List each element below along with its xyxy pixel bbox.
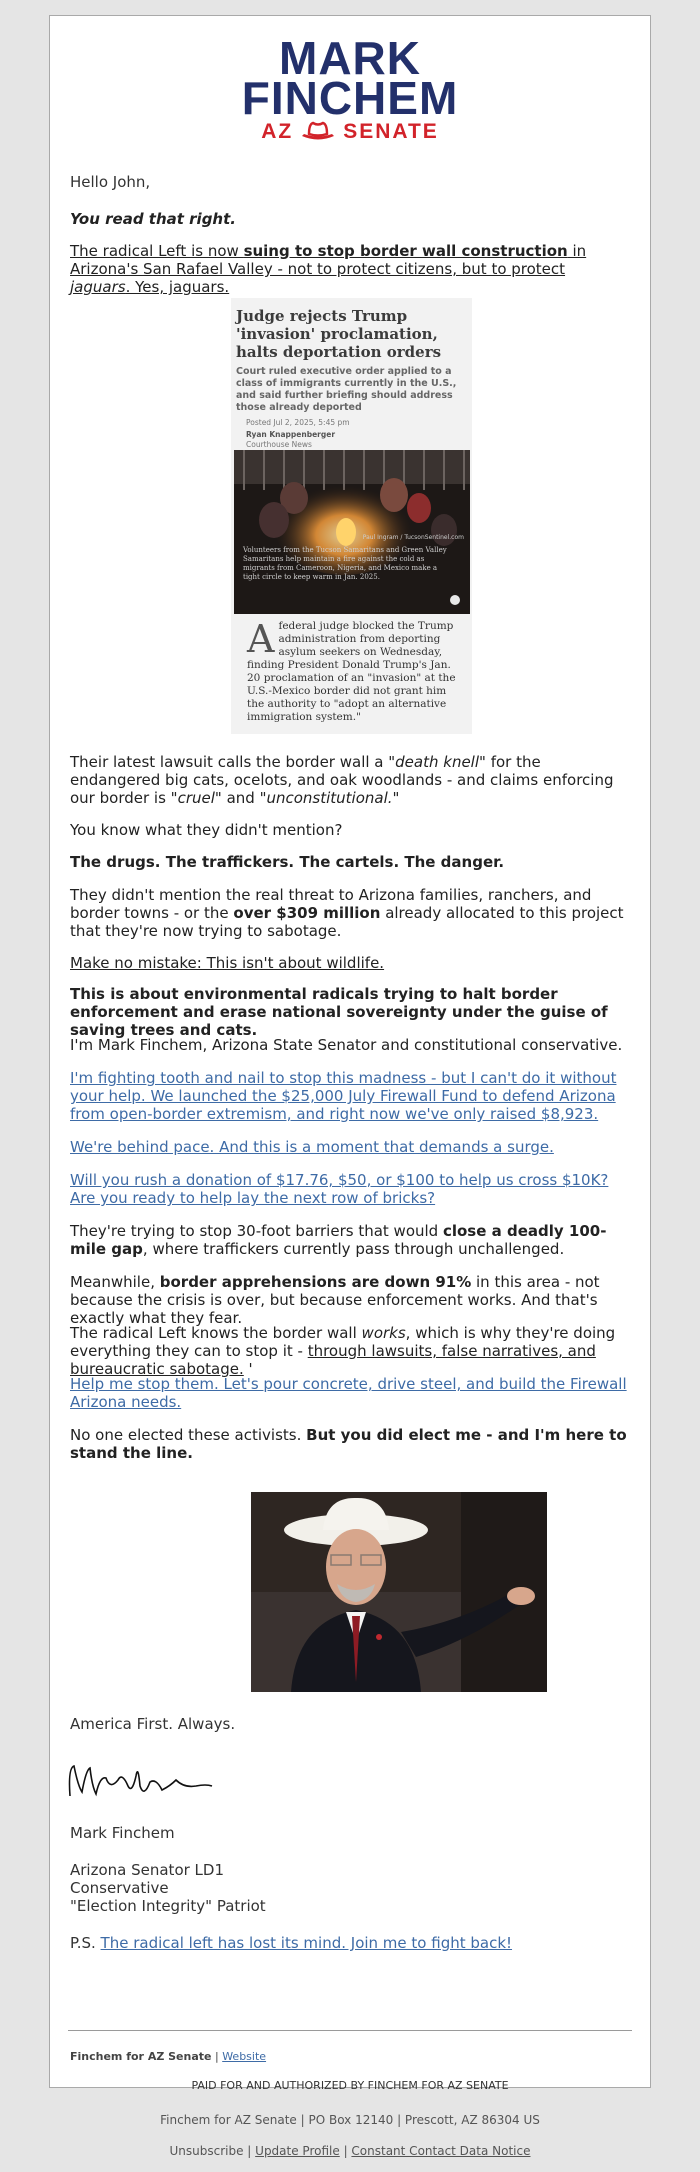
paragraph-question: You know what they didn't mention? <box>70 821 343 839</box>
candidate-photo <box>251 1492 547 1692</box>
logo-line-finchem: FINCHEM <box>241 72 459 124</box>
news-headline: Judge rejects Trump 'invasion' proclamation, halts deportation orders <box>236 307 442 361</box>
donate-link-firewall-fund[interactable]: I'm fighting tooth and nail to stop this madness - but I can't do it without your help. We launched the $25,000 July Firewall Fund to defend Arizona from open-border extremism, and right now we've only raised $8,923. <box>70 1069 617 1123</box>
footer-org: Finchem for AZ Senate <box>70 2050 212 2063</box>
paragraph-lawsuit: The radical Left is now suing to stop border wall construction in Arizona's San Rafael Valley - not to protect citizens, but to protect jaguars. Yes, jaguars. <box>70 242 587 296</box>
news-posted: Posted Jul 2, 2025, 5:45 pm <box>246 418 350 427</box>
donate-link-firewall[interactable]: Help me stop them. Let's pour concrete, drive steel, and build the Firewall Arizona needs. <box>70 1375 627 1411</box>
postscript: P.S. The radical left has lost its mind. Join me to fight back! <box>70 1934 513 1952</box>
finchem-logo[interactable] <box>50 32 650 144</box>
cowboy-hat-icon <box>299 120 337 142</box>
paid-for-disclaimer: PAID FOR AND AUTHORIZED BY FINCHEM FOR AZ SENATE <box>191 2079 509 2092</box>
paragraph-introduction: I'm Mark Finchem, Arizona State Senator and constitutional conservative. <box>70 1036 623 1054</box>
donate-link-behind-pace[interactable]: We're behind pace. And this is a moment that demands a surge. <box>70 1138 554 1156</box>
paragraph-danger: The drugs. The traffickers. The cartels. The danger. <box>70 853 505 871</box>
paragraph-environmental-radicals: This is about environmental radicals trying to halt border enforcement and erase national sovereignty under the guise of saving trees and cats. <box>70 985 608 1039</box>
footer-org-line: Finchem for AZ Senate | Website <box>70 2050 267 2063</box>
signer-title-2: Conservative <box>70 1879 169 1897</box>
logo-senate: SENATE <box>343 120 439 143</box>
postscript-link[interactable]: The radical left has lost its mind. Join me to fight back! <box>100 1934 513 1952</box>
paragraph-elected: No one elected these activists. But you did elect me - and I'm here to stand the line. <box>70 1426 627 1462</box>
paragraph-death-knell: Their latest lawsuit calls the border wall a "death knell" for the endangered big cats, ocelots, and oak woodlands - and claims enforcing our border is "cruel" and "unconstitutional." <box>70 753 614 807</box>
photo-caption: Volunteers from the Tucson Samaritans and Green Valley Samaritans help maintain a fire against the cold as migrants from Cameroon, Nigeria, and Mexico make a tight circle to keep warm in Jan. 2025. <box>243 546 447 581</box>
news-clipping <box>231 298 472 734</box>
paragraph-wall-works: The radical Left knows the border wall works, which is why they're doing everything they can to stop it - through lawsuits, false narratives, and bureaucratic sabotage. ' <box>70 1324 616 1378</box>
paragraph-apprehensions: Meanwhile, border apprehensions are down 91% in this area - not because the crisis is over, but because enforcement works. And that's exactly what they fear. <box>70 1273 600 1327</box>
candidate-photo-image <box>251 1492 547 1692</box>
greeting: Hello John, <box>70 173 151 191</box>
signer-name: Mark Finchem <box>70 1824 175 1842</box>
email-footer-links: Unsubscribe | Update Profile | Constant Contact Data Notice <box>169 2144 531 2158</box>
news-author: Ryan Knappenberger <box>246 430 336 439</box>
news-outlet: Courthouse News <box>246 440 312 449</box>
unsubscribe-link[interactable]: Unsubscribe <box>169 2144 244 2158</box>
donate-link-amounts[interactable]: Will you rush a donation of $17.76, $50, or $100 to help us cross $10K? Are you ready to help lay the next row of bricks? <box>70 1171 609 1207</box>
news-subhead: Court ruled executive order applied to a class of immigrants currently in the U.S., and said further briefing should address those already deported <box>236 366 457 413</box>
logo-line-az-senate <box>50 120 650 144</box>
update-profile-link[interactable]: Update Profile <box>255 2144 340 2158</box>
paragraph-no-mistake: Make no mistake: This isn't about wildlife. <box>70 954 385 972</box>
news-photo <box>234 450 470 614</box>
signer-title-3: "Election Integrity" Patriot <box>70 1897 266 1915</box>
footer-website-link[interactable]: Website <box>222 2050 267 2063</box>
email-card <box>49 15 651 2092</box>
footer-divider <box>68 2030 632 2031</box>
closing-line: America First. Always. <box>70 1715 236 1733</box>
news-photo-image <box>234 450 470 614</box>
logo-line-mark: MARK <box>279 32 421 84</box>
photo-credit: Paul Ingram / TucsonSentinel.com <box>362 534 464 541</box>
signer-title-1: Arizona Senator LD1 <box>70 1861 225 1879</box>
news-dropcap: A <box>247 617 275 661</box>
paragraph-309-million: They didn't mention the real threat to Arizona families, ranchers, and border towns - or the over $309 million already allocated to this project that they're now trying to sabotage. <box>70 886 624 940</box>
signature <box>66 1756 216 1806</box>
data-notice-link[interactable]: Constant Contact Data Notice <box>351 2144 531 2158</box>
paragraph-barriers: They're trying to stop 30-foot barriers that would close a deadly 100-mile gap, where traffickers currently pass through unchallenged. <box>70 1222 607 1258</box>
news-meta <box>246 418 350 450</box>
news-body: Afederal judge blocked the Trump administration from deporting asylum seekers on Wednesday, finding President Donald Trump's Jan. 20 proclamation of an "invasion" at the U.S.-Mexico border did not grant him the authority to "adopt an alternative immigration system." <box>247 617 456 723</box>
intro-bold: You read that right. <box>70 210 236 228</box>
sender-address: Finchem for AZ Senate | PO Box 12140 | Prescott, AZ 86304 US <box>160 2113 540 2127</box>
logo-az: AZ <box>261 120 294 143</box>
